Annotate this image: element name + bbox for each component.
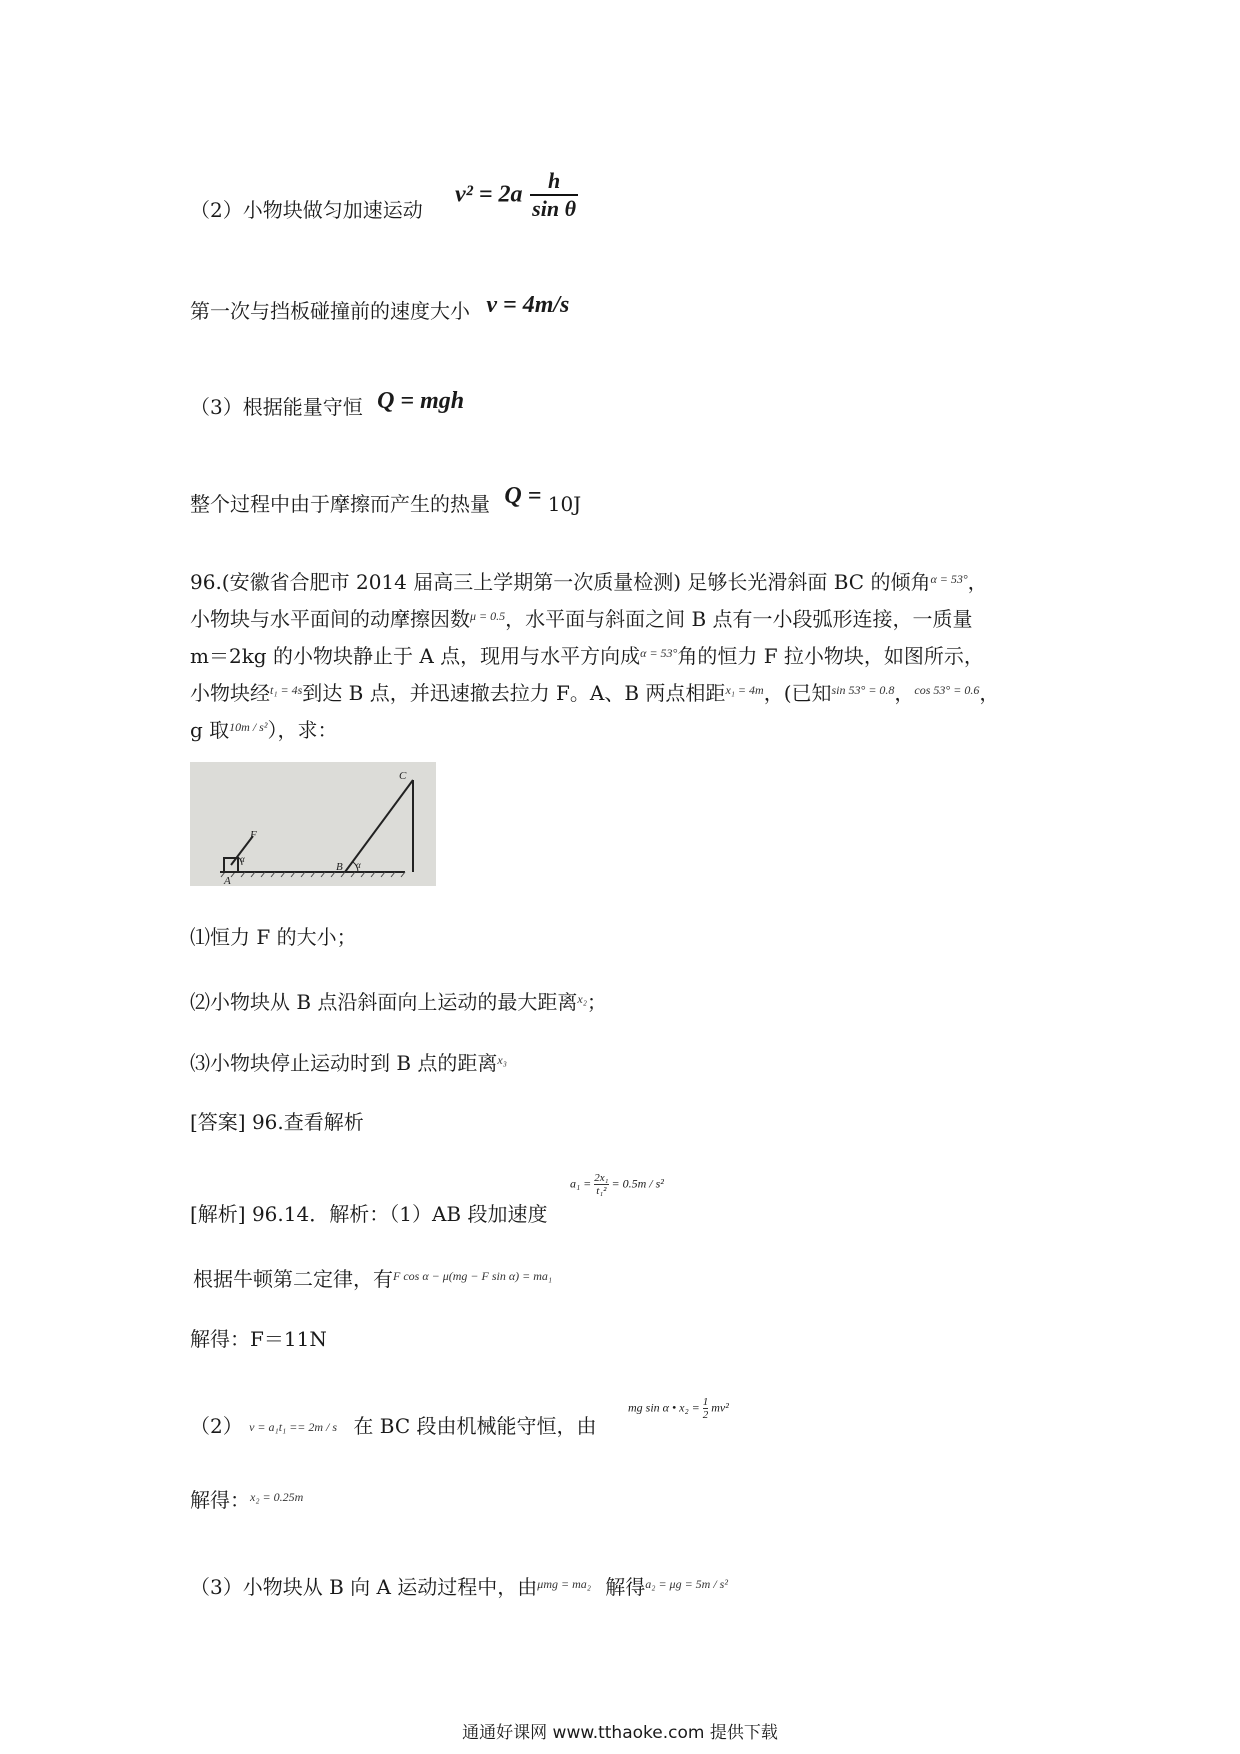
equation-v-squared: v² = 2a $\frac{h}{\text{sin θ}}$ bbox=[455, 168, 576, 221]
label-b: B bbox=[336, 861, 343, 873]
solution-5: 解得：$^{x_2 = 0.25m}$ bbox=[190, 1488, 304, 1512]
label-f: F bbox=[250, 829, 257, 841]
answer-line: [答案] 96.查看解析 bbox=[190, 1110, 364, 1134]
solution-2: 根据牛顿第二定律，有$^{F cos \alpha - \mu(mg - F sin \alpha) = ma_1}$ bbox=[193, 1267, 553, 1291]
heat-line: 整个过程中由于摩擦而产生的热量 Q = 10J bbox=[190, 483, 582, 516]
solution-4: （2） v = a₁t₁ == 2m / s 在 BC 段由机械能守恒，由 bbox=[190, 1414, 597, 1438]
question-1: ⑴恒力 F 的大小； bbox=[190, 925, 357, 949]
equation-q-mgh: Q = mgh bbox=[377, 388, 465, 414]
incline-diagram bbox=[190, 762, 436, 886]
energy-line: （3）根据能量守恒 Q = mgh bbox=[190, 388, 465, 419]
page-footer: 通通好课网 www.tthaoke.com 提供下载 bbox=[462, 1723, 778, 1743]
solution-6: （3）小物块从 B 向 A 运动过程中，由$^{\mu mg = ma_2}$ 解得$^{a_2 = \mu g = 5m / s^2}$ bbox=[190, 1575, 728, 1599]
solution-line-2 bbox=[190, 196, 423, 224]
equation-velocity: v = 4m/s bbox=[486, 292, 570, 318]
label-a: A bbox=[224, 875, 231, 886]
equation-a1: a₁ = $\frac{\text{2x₁}}{\text{t₁²}} = 0.5m / s^2$ bbox=[570, 1172, 664, 1197]
equation-energy: mg sin α • x₂ = $\frac{1}{2} mv^2$ bbox=[628, 1396, 729, 1421]
label-alpha-f: α bbox=[240, 854, 245, 864]
label-alpha-incline: α bbox=[356, 860, 361, 870]
incline-figure bbox=[190, 762, 436, 886]
solution-3: 解得：F＝11N bbox=[190, 1327, 327, 1351]
question-3: ⑶小物块停止运动时到 B 点的距离$^{x_3}$ bbox=[190, 1051, 507, 1075]
equation-q: Q = bbox=[504, 483, 542, 509]
question-2: ⑵小物块从 B 点沿斜面向上运动的最大距离$^{x_2}$； bbox=[190, 990, 607, 1014]
solution-1: [解析] 96.14．解析：（1）AB 段加速度 bbox=[190, 1202, 548, 1226]
line-text: （2）小物块做匀加速运动 bbox=[190, 198, 423, 222]
velocity-line: 第一次与挡板碰撞前的速度大小 v = 4m/s bbox=[190, 292, 570, 323]
label-c: C bbox=[399, 770, 407, 782]
problem-statement: 96.(安徽省合肥市 2014 届高三上学期第一次质量检测) 足够长光滑斜面 BC 的倾角$^{\alpha = 53^\circ}$， 小物块与水平面间的动摩擦因数$^{\mu = 0.5}$，水平面与斜面之间 B 点有一小段弧形连接，一质量 m＝2kg 的小物块静止于 A 点，现用与水平方向成$^{\alpha = 53^\circ}$角的恒力 F 拉小物块，如图所示， 小物块经$^{t_1 = 4s}$到达 B 点，并迅速撤去拉力 F。A、B 两点相距$^{x_1 = 4m}$，(已知$^{sin 53^\circ = 0.8}$，$^{cos 53^\circ = 0.6}$， g 取$^{10m / s^2}$），求： bbox=[190, 570, 1000, 742]
